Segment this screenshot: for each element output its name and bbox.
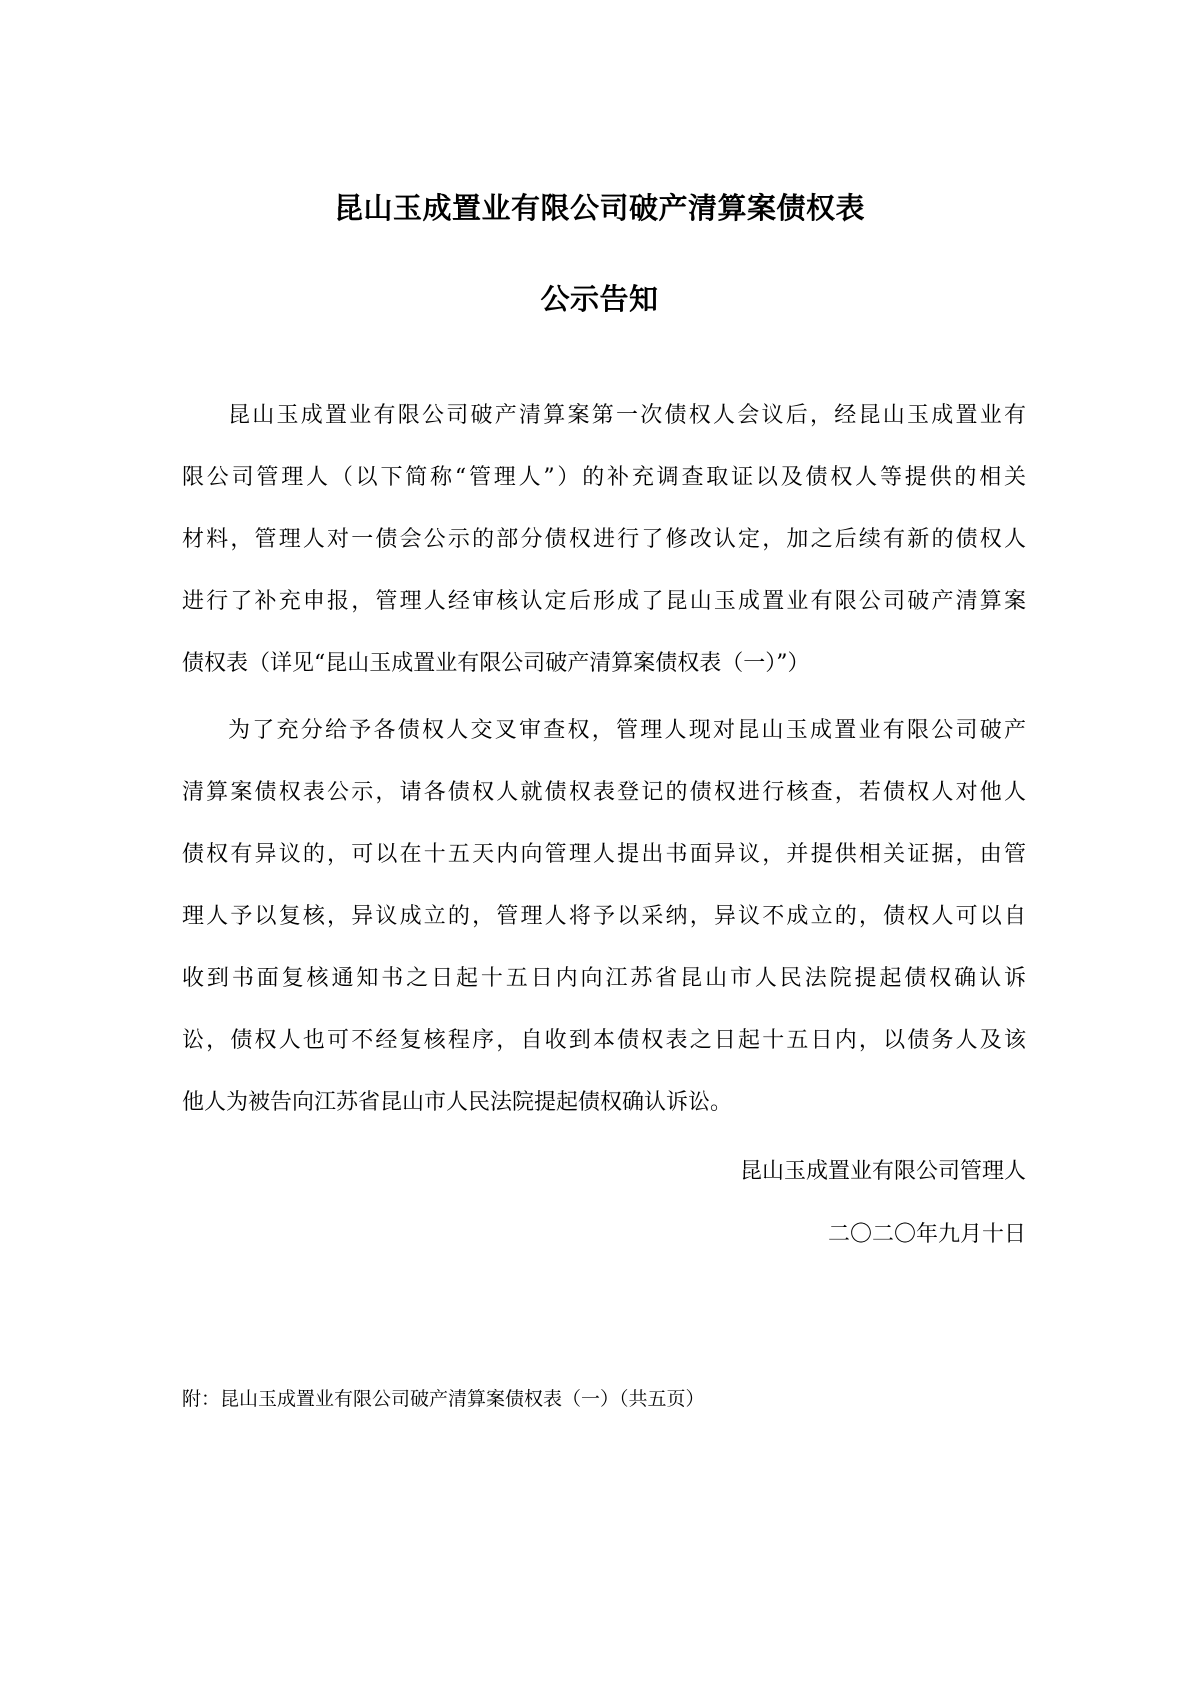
document-subtitle: 公示告知	[540, 282, 659, 316]
signature-date: 二〇二〇年九月十日	[827, 1222, 1026, 1247]
paragraph-line: 限公司管理人（以下简称“管理人”）的补充调查取证以及债权人等提供的相关	[182, 465, 1026, 490]
attachment-note: 附：昆山玉成置业有限公司破产清算案债权表（一）（共五页）	[182, 1388, 705, 1410]
paragraph-2	[182, 700, 1026, 1134]
paragraph-1	[182, 385, 1026, 695]
paragraph-line: 清算案债权表公示，请各债权人就债权表登记的债权进行核查，若债权人对他人	[182, 780, 1026, 805]
paragraph-line: 他人为被告向江苏省昆山市人民法院提起债权确认诉讼。	[182, 1090, 733, 1115]
paragraph-line: 为了充分给予各债权人交叉审查权，管理人现对昆山玉成置业有限公司破产	[228, 718, 1026, 743]
paragraph-line: 材料，管理人对一债会公示的部分债权进行了修改认定，加之后续有新的债权人	[182, 527, 1026, 552]
paragraph-line: 债权有异议的，可以在十五天内向管理人提出书面异议，并提供相关证据，由管	[182, 842, 1026, 867]
paragraph-line: 理人予以复核，异议成立的，管理人将予以采纳，异议不成立的，债权人可以自	[182, 904, 1026, 929]
paragraph-line: 讼，债权人也可不经复核程序，自收到本债权表之日起十五日内，以债务人及该	[182, 1028, 1026, 1053]
document-title: 昆山玉成置业有限公司破产清算案债权表	[333, 191, 865, 225]
paragraph-line: 收到书面复核通知书之日起十五日内向江苏省昆山市人民法院提起债权确认诉	[182, 966, 1026, 991]
paragraph-line: 进行了补充申报，管理人经审核认定后形成了昆山玉成置业有限公司破产清算案	[182, 589, 1026, 614]
signer-name: 昆山玉成置业有限公司管理人	[739, 1159, 1026, 1184]
paragraph-line: 债权表（详见“昆山玉成置业有限公司破产清算案债权表（一）”）	[182, 651, 810, 676]
paragraph-line: 昆山玉成置业有限公司破产清算案第一次债权人会议后，经昆山玉成置业有	[228, 403, 1026, 428]
